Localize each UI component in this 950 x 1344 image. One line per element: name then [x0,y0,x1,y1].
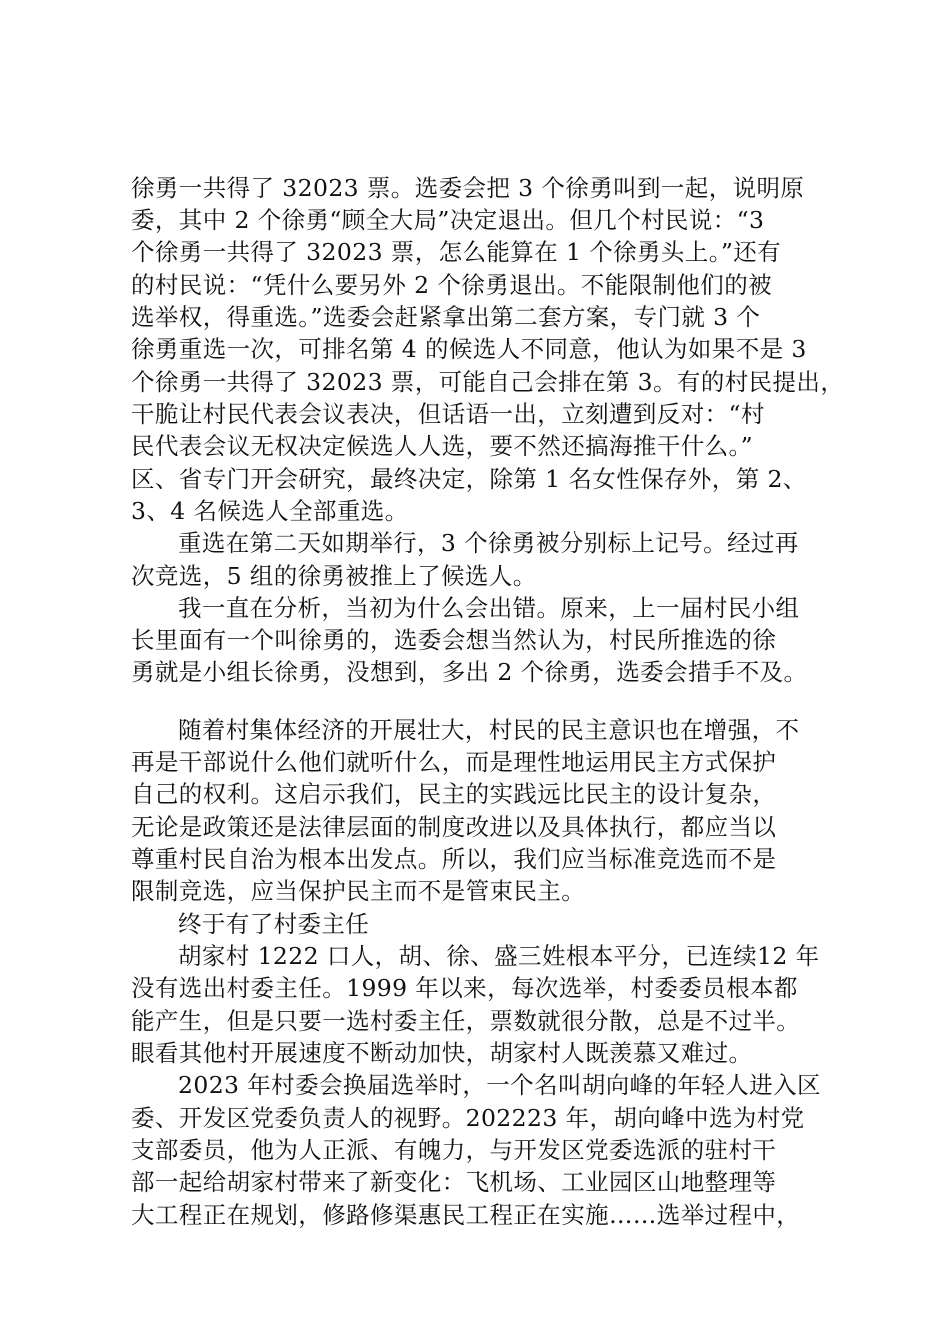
text-line: 委，其中 2 个徐勇“顾全大局”决定退出。但几个村民说：“3 [131,206,765,234]
paragraph-first-line: 2023 年村委会换届选举时，一个名叫胡向峰的年轻人进入区 [178,1071,821,1099]
text-line: 眼看其他村开展速度不断动加快，胡家村人既羡慕又难过。 [131,1039,753,1067]
text-line: 限制竞选，应当保护民主而不是管束民主。 [131,877,586,905]
text-line: 支部委员，他为人正派、有魄力，与开发区党委选派的驻村干 [131,1136,777,1164]
text-line: 再是干部说什么他们就听什么，而是理性地运用民主方式保护 [131,748,777,776]
text-line: 个徐勇一共得了 32023 票，怎么能算在 1 个徐勇头上。”还有 [131,238,782,266]
paragraph-first-line: 重选在第二天如期举行，3 个徐勇被分别标上记号。经过再 [178,529,799,557]
text-line: 勇就是小组长徐勇，没想到，多出 2 个徐勇，选委会措手不及。 [131,658,808,686]
paragraph-first-line: 我一直在分析，当初为什么会出错。原来，上一届村民小组 [178,594,800,622]
text-line: 干脆让村民代表会议表决，但话语一出，立刻遭到反对：“村 [131,400,765,428]
text-line: 徐勇重选一次，可排名第 4 的候选人不同意，他认为如果不是 3 [131,335,807,363]
text-line: 的村民说：“凭什么要另外 2 个徐勇退出。不能限制他们的被 [131,271,773,299]
text-line: 次竞选，5 组的徐勇被推上了候选人。 [131,562,537,590]
text-line: 区、省专门开会研究，最终决定，除第 1 名女性保存外，第 2、 [131,465,807,493]
text-line: 尊重村民自治为根本出发点。所以，我们应当标准竞选而不是 [131,845,777,873]
paragraph-first-line: 随着村集体经济的开展壮大，村民的民主意识也在增强，不 [178,716,800,744]
text-line: 民代表会议无权决定候选人人选，要不然还搞海推干什么。” [131,432,754,460]
text-line: 个徐勇一共得了 32023 票，可能自己会排在第 3。有的村民提出， [131,368,845,396]
text-line: 徐勇一共得了 32023 票。选委会把 3 个徐勇叫到一起，说明原 [131,174,805,202]
text-line: 无论是政策还是法律层面的制度改进以及具体执行，都应当以 [131,813,777,841]
text-line: 部一起给胡家村带来了新变化：飞机场、工业园区山地整理等 [131,1168,777,1196]
text-line: 选举权，得重选。”选委会赶紧拿出第二套方案，专门就 3 个 [131,303,761,331]
section-heading: 终于有了村委主任 [178,910,370,938]
paragraph-first-line: 胡家村 1222 口人，胡、徐、盛三姓根本平分，已连续12 年 [178,942,820,970]
text-line: 长里面有一个叫徐勇的，选委会想当然认为，村民所推选的徐 [131,626,777,654]
text-line: 没有选出村委主任。1999 年以来，每次选举，村委委员根本都 [131,974,798,1002]
text-line: 3、4 名候选人全部重选。 [131,497,409,525]
text-line: 委、开发区党委负责人的视野。202223 年，胡向峰中选为村党 [131,1104,805,1132]
text-line: 能产生，但是只要一选村委主任，票数就很分散，总是不过半。 [131,1007,801,1035]
text-line: 自己的权利。这启示我们，民主的实践远比民主的设计复杂， [131,780,777,808]
text-line: 大工程正在规划，修路修渠惠民工程正在实施……选举过程中， [131,1201,801,1229]
